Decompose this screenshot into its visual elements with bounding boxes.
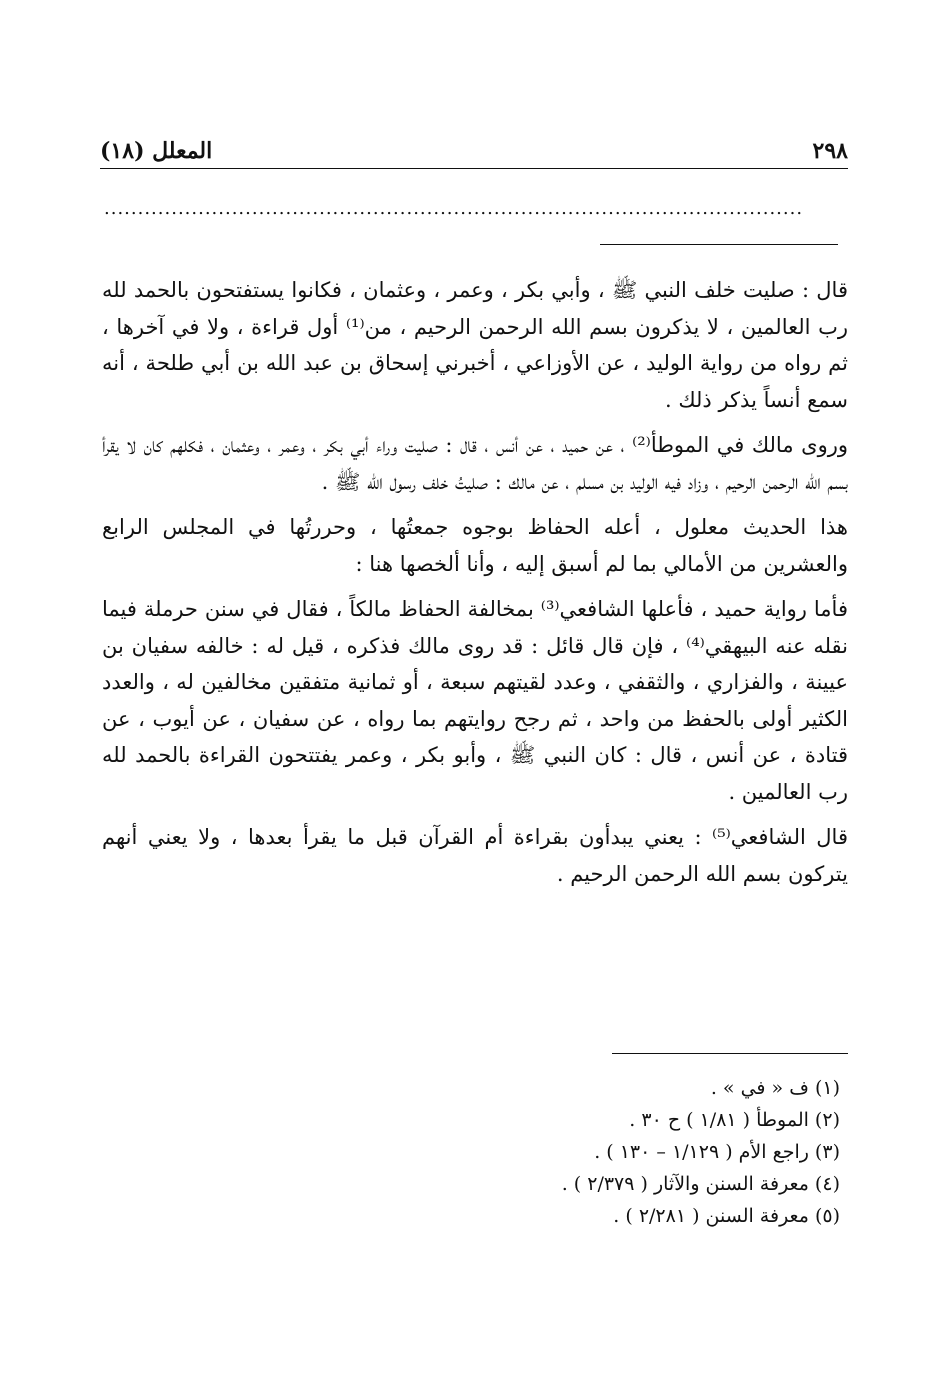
page-number: ٢٩٨ xyxy=(812,138,848,164)
paragraph: قال : صليت خلف النبي ﷺ ، وأبي بكر ، وعمر ، وعثمان ، فكانوا يستفتحون بالحمد لله رب العالمين ، لا يذكرون بسم الله الرحمن الرحيم ، من⁽¹⁾ أول قراءة ، ولا في آخرها ، ثم رواه من رواية الوليد ، عن الأوزاعي ، أخبرني إسحاق بن عبد الله بن أبي طلحة ، أنه سمع أنساً يذكر ذلك . xyxy=(102,278,848,412)
footnote: (١) ف « في » . xyxy=(710,1077,840,1099)
paragraph: فأما رواية حميد ، فأعلها الشافعي⁽³⁾ بمخالفة الحفاظ مالكاً ، فقال في سنن حرملة فيما نقله عنه البيهقي⁽⁴⁾ ، فإن قال قائل : قد روى مالك فذكره ، قيل له : خالفه سفيان بن عيينة ، والفزاري ، والثقفي ، وعدد لقيتهم سبعة ، أو ثمانية متفقين مخالفين له ، والعدد الكثير أولى بالحفظ من واحد ، ثم رجح روايتهم بما رواه ، عن سفيان ، عن أيوب ، عن قتادة ، عن أنس ، قال : كان النبي ﷺ ، وأبو بكر ، وعمر يفتتحون القراءة بالحمد لله رب العالمين . xyxy=(102,597,849,804)
footnote: (٤) معرفة السنن والآثار ( ٢/٣٧٩ ) . xyxy=(561,1173,840,1195)
chapter-title: (١٨) المعلل xyxy=(100,138,213,164)
footnotes xyxy=(300,1072,840,1232)
section-divider xyxy=(600,244,838,245)
footnote: (٥) معرفة السنن ( ٢/٢٨١ ) . xyxy=(613,1205,840,1227)
footnote-divider xyxy=(612,1053,848,1054)
paragraph: وروى مالك في الموطأ⁽²⁾ ، عن حميد ، عن أنس ، قال : صليت وراء أبي بكر ، وعمر ، وعثمان ، فكلهم كان لا يقرأ بسم الله الرحمن الرحيم ، وزاد فيه الوليد بن مسلم ، عن مالك : صليتُ خلف رسول الله ﷺ . xyxy=(102,433,849,494)
footnote: (٢) الموطأ ( ١/٨١ ) ح ٣٠ . xyxy=(629,1109,840,1131)
omission-dots: ........................................................................................................ xyxy=(104,198,804,219)
paragraph: هذا الحديث معلول ، أعله الحفاظ بوجوه جمعتُها ، وحررتُها في المجلس الرابع والعشرين من الأمالي بما لم أسبق إليه ، وأنا ألخصها هنا : xyxy=(102,515,848,576)
footnote: (٣) راجع الأم ( ١/١٢٩ – ١٣٠ ) . xyxy=(594,1141,840,1163)
main-text xyxy=(102,272,848,901)
paragraph: قال الشافعي⁽⁵⁾ : يعني يبدأون بقراءة أم القرآن قبل ما يقرأ بعدها ، ولا يعني أنهم يتركون بسم الله الرحمن الرحيم . xyxy=(102,825,848,886)
running-header xyxy=(100,128,848,169)
